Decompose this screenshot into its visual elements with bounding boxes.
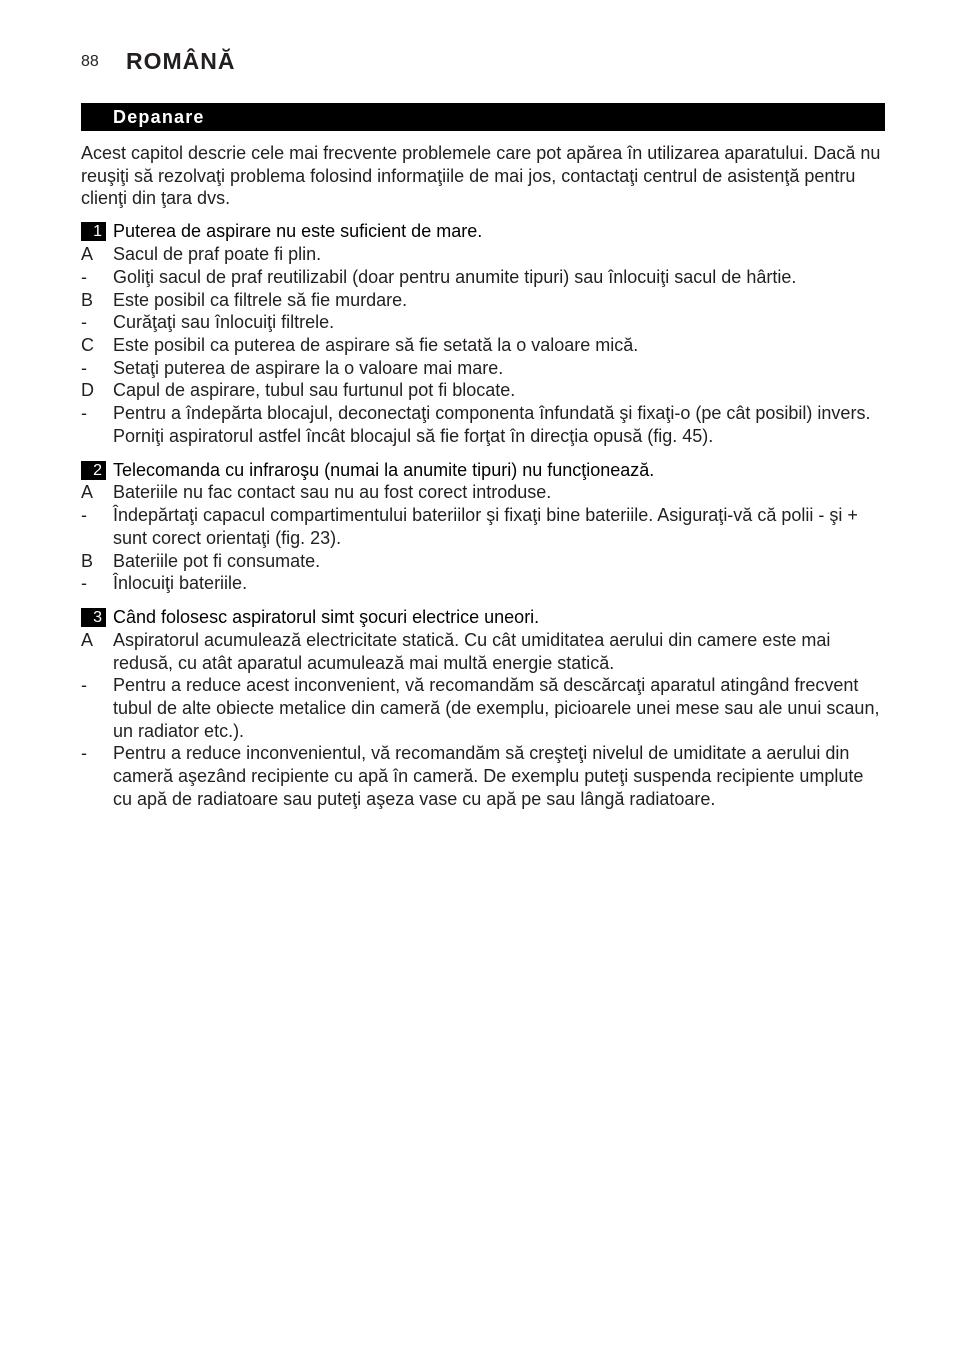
solution-text: Înlocuiţi bateriile. bbox=[113, 573, 248, 594]
cause-row bbox=[81, 481, 887, 504]
cause-row bbox=[81, 629, 887, 674]
page-number: 88 bbox=[81, 53, 99, 70]
problem-number-badge: 3 bbox=[81, 608, 106, 627]
issue-3 bbox=[81, 606, 887, 810]
solution-bullet: - bbox=[81, 743, 87, 764]
language-heading: ROMÂNĂ bbox=[126, 48, 236, 74]
solution-text: Pentru a reduce inconvenientul, vă recomandăm să creşteţi nivelul de umiditate a aerului din cameră aşezând recipiente cu apă în cameră. De exemplu puteţi suspenda recipiente umplute cu apă de radiatoare sau puteţi aşeza vase cu apă pe sau lângă radiatoare. bbox=[113, 743, 864, 809]
problem-heading bbox=[81, 220, 887, 243]
solution-bullet: - bbox=[81, 675, 87, 696]
cause-text: Aspiratorul acumulează electricitate statică. Cu cât umiditatea aerului din camere este mai redusă, cu atât aparatul acumulează mai multă energie statică. bbox=[113, 629, 831, 673]
cause-letter: C bbox=[81, 334, 94, 355]
solution-row bbox=[81, 742, 887, 810]
cause-text: Capul de aspirare, tubul sau furtunul pot fi blocate. bbox=[113, 380, 516, 401]
solution-text: Goliţi sacul de praf reutilizabil (doar pentru anumite tipuri) sau înlocuiţi sacul de hârtie. bbox=[113, 266, 797, 287]
solution-row bbox=[81, 402, 887, 447]
problem-number-badge: 1 bbox=[81, 222, 106, 241]
cause-letter: B bbox=[81, 289, 94, 310]
section-title-bar bbox=[81, 103, 885, 131]
cause-row bbox=[81, 289, 887, 312]
solution-text: Pentru a reduce acest inconvenient, vă recomandăm să descărcaţi aparatul atingând frecvent tubul de alte obiecte metalice din cameră (de exemplu, picioarele unei mese sau ale unui scaun, un radiator etc.). bbox=[113, 675, 880, 741]
solution-text: Îndepărtaţi capacul compartimentului bateriilor şi fixaţi bine bateriile. Asiguraţi-vă că polii - şi + sunt corect orientaţi (fig. 23). bbox=[113, 505, 858, 548]
troubleshooting-content bbox=[81, 142, 887, 811]
solution-text: Pentru a îndepărta blocajul, deconectaţi componenta înfundată şi fixaţi-o (pe cât posibil) invers. Porniţi aspiratorul astfel încât blocajul să fie forţat în direcţia opusă (fig. 45). bbox=[113, 403, 871, 446]
solution-bullet: - bbox=[81, 403, 87, 424]
problem-heading bbox=[81, 459, 887, 482]
cause-letter: A bbox=[81, 629, 94, 650]
solution-row bbox=[81, 357, 887, 380]
issue-2 bbox=[81, 459, 887, 595]
cause-text: Este posibil ca puterea de aspirare să fie setată la o valoare mică. bbox=[113, 334, 639, 355]
solution-row bbox=[81, 572, 887, 595]
solution-bullet: - bbox=[81, 505, 87, 526]
cause-text: Sacul de praf poate fi plin. bbox=[113, 244, 322, 265]
solution-bullet: - bbox=[81, 357, 87, 378]
section-title: Depanare bbox=[113, 107, 205, 127]
cause-text: Bateriile pot fi consumate. bbox=[113, 550, 321, 571]
problem-number-badge: 2 bbox=[81, 461, 106, 480]
cause-text: Bateriile nu fac contact sau nu au fost corect introduse. bbox=[113, 482, 552, 503]
problem-title: Telecomanda cu infraroşu (numai la anumite tipuri) nu funcţionează. bbox=[113, 459, 655, 480]
solution-text: Setaţi puterea de aspirare la o valoare mai mare. bbox=[113, 357, 504, 378]
cause-row bbox=[81, 243, 887, 266]
problem-title: Când folosesc aspiratorul simt şocuri electrice uneori. bbox=[113, 607, 540, 628]
cause-row bbox=[81, 334, 887, 357]
cause-letter: B bbox=[81, 550, 94, 571]
solution-row bbox=[81, 311, 887, 334]
intro-paragraph: Acest capitol descrie cele mai frecvente problemele care pot apărea în utilizarea aparatului. Dacă nu reuşiţi să rezolvaţi problema folosind informaţiile de mai jos, contactaţi centrul de asistenţă pentru clienţi din ţara dvs. bbox=[81, 143, 881, 209]
cause-letter: D bbox=[81, 380, 94, 401]
cause-text: Este posibil ca filtrele să fie murdare. bbox=[113, 289, 408, 310]
solution-bullet: - bbox=[81, 312, 87, 333]
cause-row bbox=[81, 550, 887, 573]
cause-letter: A bbox=[81, 482, 94, 503]
solution-bullet: - bbox=[81, 573, 87, 594]
problem-heading bbox=[81, 606, 887, 629]
problem-title: Puterea de aspirare nu este suficient de mare. bbox=[113, 221, 483, 242]
solution-row bbox=[81, 266, 887, 289]
solution-row bbox=[81, 504, 887, 549]
solution-row bbox=[81, 674, 887, 742]
solution-bullet: - bbox=[81, 266, 87, 287]
cause-row bbox=[81, 379, 887, 402]
cause-letter: A bbox=[81, 244, 94, 265]
issue-1 bbox=[81, 220, 887, 447]
solution-text: Curăţaţi sau înlocuiţi filtrele. bbox=[113, 312, 335, 333]
